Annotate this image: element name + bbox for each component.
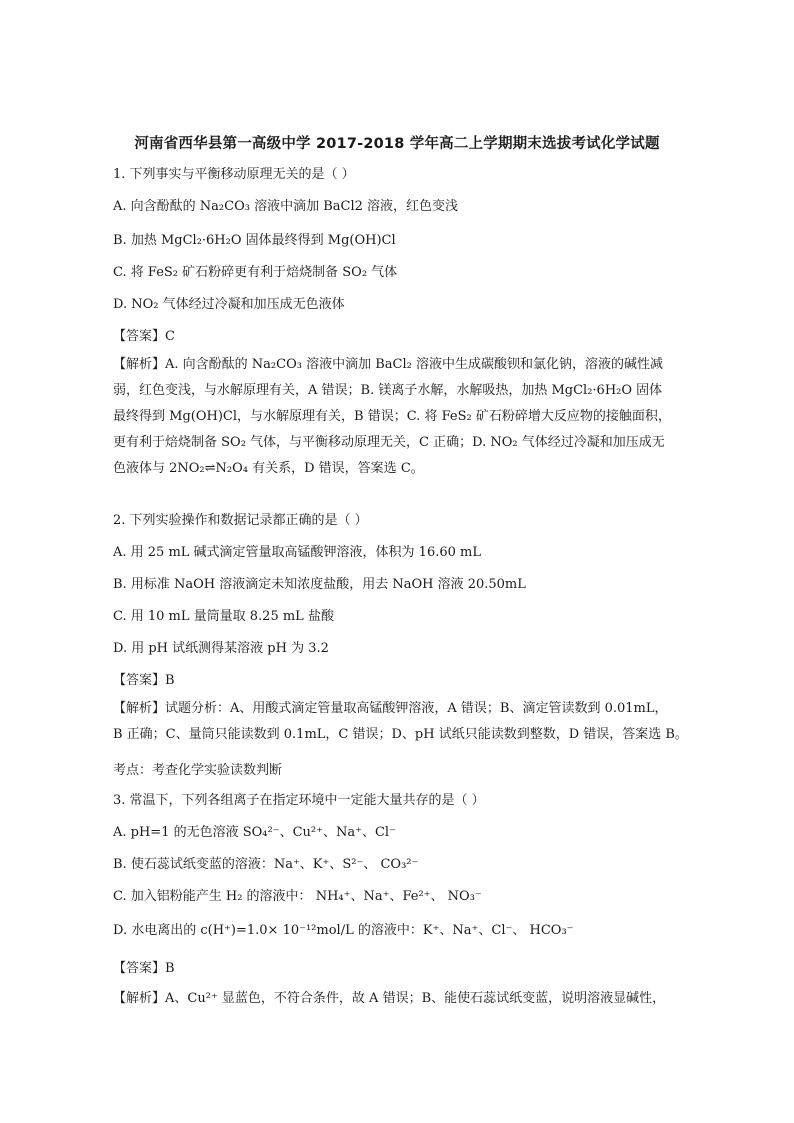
question-3-analysis: [113, 990, 691, 1016]
analysis-line: 【解析】A、Cu²⁺ 显蓝色，不符合条件，故 A 错误；B、能使石蕊试纸变蓝，说明溶液显碱性，: [113, 991, 666, 1006]
question-1-answer: 【答案】C: [113, 329, 175, 344]
analysis-line: 色液体与 2NO₂⇌N₂O₄ 有关系，D 错误，答案选 C。: [113, 461, 424, 476]
analysis-line: 弱，红色变浅，与水解原理有关，A 错误；B. 镁离子水解，水解吸热，加热 MgCl₂·6H₂O 固体: [113, 383, 663, 398]
question-1-option-d: D. NO₂ 气体经过冷凝和加压成无色液体: [113, 297, 345, 312]
analysis-line: 【解析】A. 向含酚酞的 Na₂CO₃ 溶液中滴加 BaCl₂ 溶液中生成碳酸钡和氯化钠，溶液的碱性减: [113, 357, 663, 372]
analysis-line: 最终得到 Mg(OH)Cl，与水解原理有关，B 错误；C. 将 FeS₂ 矿石粉碎增大反应物的接触面积，: [113, 409, 671, 424]
question-2-analysis: [113, 700, 691, 752]
analysis-line: 更有利于焙烧制备 SO₂ 气体，与平衡移动原理无关，C 正确；D. NO₂ 气体经过冷凝和加压成无: [113, 435, 665, 450]
question-3-answer: 【答案】B: [113, 961, 175, 976]
analysis-line: B 正确；C、量筒只能读数到 0.1mL，C 错误；D、pH 试纸只能读数到整数，D 错误，答案选 B。: [113, 727, 688, 742]
question-3-stem: 3. 常温下，下列各组离子在指定环境中一定能大量共存的是（ ）: [113, 793, 485, 808]
page-title: 河南省西华县第一高级中学 2017-2018 学年高二上学期期末选拔考试化学试题: [134, 136, 660, 152]
question-2-answer: 【答案】B: [113, 673, 175, 688]
question-1-stem: 1. 下列事实与平衡移动原理无关的是（ ）: [113, 167, 355, 182]
question-2-stem: 2. 下列实验操作和数据记录都正确的是（ ）: [113, 513, 368, 528]
question-2-option-c: C. 用 10 mL 量筒量取 8.25 mL 盐酸: [113, 609, 334, 624]
analysis-line: 【解析】试题分析：A、用酸式滴定管量取高锰酸钾溶液，A 错误；B、滴定管读数到 0.01mL，: [113, 701, 668, 716]
question-2-point: 考点：考查化学实验读数判断: [113, 763, 283, 778]
question-2-option-b: B. 用标准 NaOH 溶液滴定未知浓度盐酸，用去 NaOH 溶液 20.50mL: [113, 577, 526, 592]
question-3-option-b: B. 使石蕊试纸变蓝的溶液：Na⁺、K⁺、S²⁻、 CO₃²⁻: [113, 857, 419, 872]
question-2-option-a: A. 用 25 mL 碱式滴定管量取高锰酸钾溶液，体积为 16.60 mL: [113, 545, 481, 560]
question-2-option-d: D. 用 pH 试纸测得某溶液 pH 为 3.2: [113, 641, 329, 656]
question-1-option-c: C. 将 FeS₂ 矿石粉碎更有利于焙烧制备 SO₂ 气体: [113, 265, 398, 280]
question-3-option-a: A. pH=1 的无色溶液 SO₄²⁻、Cu²⁺、Na⁺、Cl⁻: [113, 825, 396, 840]
question-1-analysis: [113, 356, 691, 486]
question-1-option-b: B. 加热 MgCl₂·6H₂O 固体最终得到 Mg(OH)Cl: [113, 233, 396, 248]
question-1-option-a: A. 向含酚酞的 Na₂CO₃ 溶液中滴加 BaCl2 溶液，红色变浅: [113, 199, 459, 214]
question-3-option-d: D. 水电离出的 c(H⁺)=1.0× 10⁻¹²mol/L 的溶液中：K⁺、Na⁺、Cl⁻、 HCO₃⁻: [113, 923, 574, 938]
question-3-option-c: C. 加入铝粉能产生 H₂ 的溶液中： NH₄⁺、Na⁺、Fe²⁺、 NO₃⁻: [113, 889, 482, 904]
